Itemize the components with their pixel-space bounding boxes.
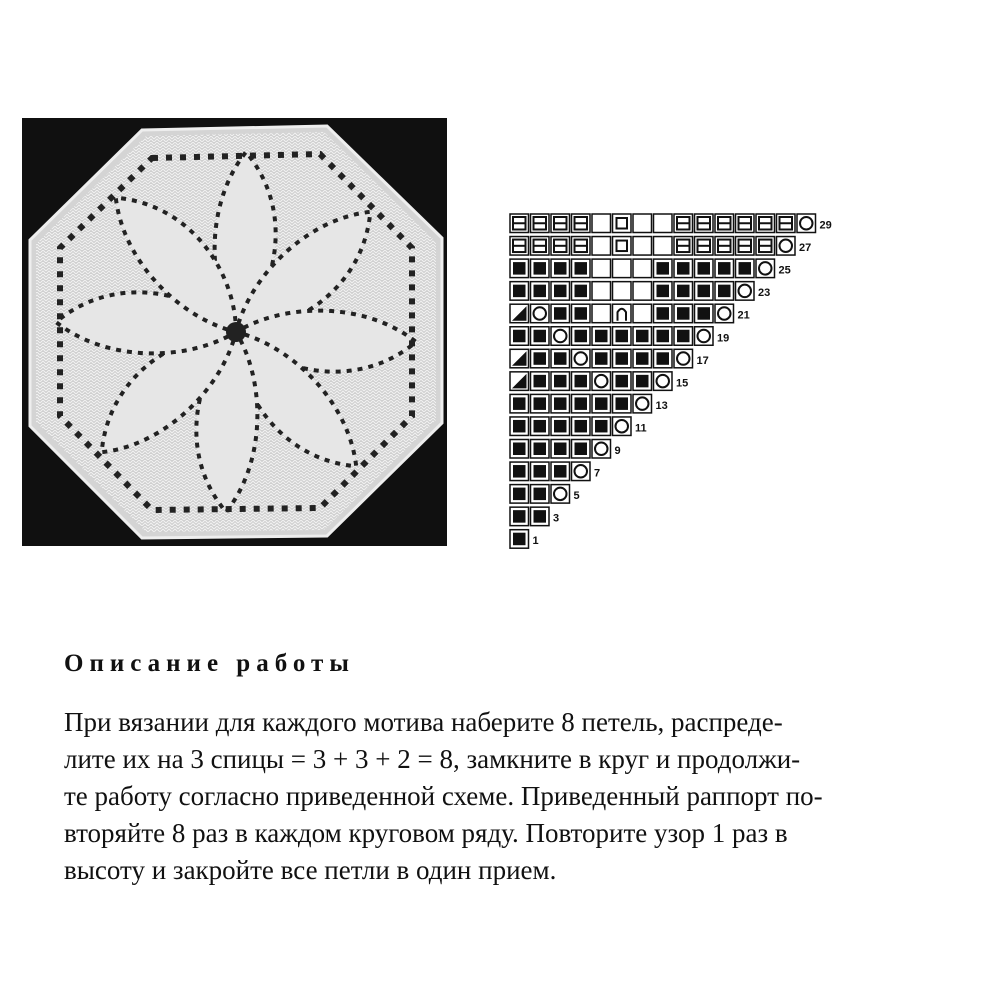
knit-stitch-symbol (657, 352, 670, 365)
chart-cell (613, 304, 632, 323)
instruction-line: высоту и закройте все петли в один прием. (64, 855, 557, 885)
knitted-motif-photo (22, 118, 447, 546)
chart-cell (613, 237, 632, 256)
knit-stitch-symbol (554, 352, 567, 365)
row-number-label: 5 (573, 490, 580, 503)
chart-cell (654, 237, 673, 256)
knit-stitch-symbol (616, 352, 629, 365)
knit-stitch-symbol (534, 443, 547, 456)
row-number-label: 21 (737, 309, 750, 322)
knit-stitch-symbol (513, 510, 526, 523)
knit-stitch-symbol (657, 307, 670, 320)
knit-stitch-symbol (698, 307, 711, 320)
knit-stitch-symbol (534, 352, 547, 365)
instruction-line: вторяйте 8 раз в каждом круговом ряду. Повторите узор 1 раз в (64, 818, 788, 848)
row-number-label: 9 (614, 445, 621, 457)
knit-stitch-symbol (657, 285, 670, 298)
knit-stitch-symbol (534, 330, 547, 343)
chart-cell (592, 214, 611, 233)
knit-stitch-symbol (698, 285, 711, 298)
chart-cell (592, 259, 611, 278)
knit-stitch-symbol (595, 330, 608, 343)
knit-stitch-symbol (554, 262, 567, 275)
knit-stitch-symbol (554, 285, 567, 298)
row-number-label: 7 (594, 467, 601, 480)
chart-cell (592, 304, 611, 323)
section-heading: Описание работы (64, 650, 355, 677)
knit-stitch-symbol (554, 307, 567, 320)
knit-stitch-symbol (575, 420, 588, 433)
knit-stitch-symbol (575, 262, 588, 275)
knit-stitch-symbol (575, 285, 588, 298)
row-number-label: 15 (676, 377, 689, 390)
knit-stitch-symbol (677, 330, 690, 343)
center-hole (226, 322, 246, 342)
knit-stitch-symbol (513, 330, 526, 343)
knit-stitch-symbol (575, 397, 588, 410)
knit-stitch-symbol (616, 330, 629, 343)
knit-stitch-symbol (513, 465, 526, 478)
chart-cell (633, 282, 652, 301)
knit-stitch-symbol (534, 510, 547, 523)
row-number-label: 29 (819, 219, 832, 232)
row-number-label: 19 (717, 332, 730, 345)
knit-stitch-symbol (595, 352, 608, 365)
chart-cell (654, 214, 673, 233)
row-number-label: 27 (799, 242, 812, 255)
instructions-paragraph (64, 704, 976, 889)
instruction-line: При вязании для каждого мотива наберите 8 петель, распреде- (64, 707, 783, 737)
knit-stitch-symbol (575, 307, 588, 320)
knit-stitch-symbol (739, 262, 752, 275)
knit-stitch-symbol (657, 262, 670, 275)
knit-stitch-symbol (513, 397, 526, 410)
row-number-label: 23 (758, 287, 771, 300)
stitch-chart-grid (498, 206, 858, 551)
knit-stitch-symbol (677, 285, 690, 298)
knit-stitch-symbol (595, 420, 608, 433)
knit-stitch-symbol (534, 397, 547, 410)
chart-cell (613, 214, 632, 233)
row-number-label: 17 (696, 354, 709, 367)
knit-stitch-symbol (718, 285, 731, 298)
knit-stitch-symbol (554, 443, 567, 456)
chart-cell (633, 237, 652, 256)
knit-stitch-symbol (595, 397, 608, 410)
knit-stitch-symbol (575, 330, 588, 343)
knit-stitch-symbol (636, 352, 649, 365)
knit-stitch-symbol (513, 262, 526, 275)
octagon-motif-image (22, 118, 447, 546)
knit-stitch-symbol (534, 375, 547, 388)
knit-stitch-symbol (616, 375, 629, 388)
knit-stitch-symbol (534, 488, 547, 501)
chart-cell (633, 259, 652, 278)
knit-stitch-symbol (534, 262, 547, 275)
row-number-label: 25 (778, 264, 791, 277)
knit-stitch-symbol (677, 262, 690, 275)
chart-cell (592, 237, 611, 256)
knit-stitch-symbol (513, 443, 526, 456)
chart-cell (613, 259, 632, 278)
row-number-label: 3 (553, 512, 560, 525)
chart-cell (613, 282, 632, 301)
row-number-label: 13 (655, 399, 668, 412)
knit-stitch-symbol (554, 397, 567, 410)
knit-stitch-symbol (513, 285, 526, 298)
knit-stitch-symbol (616, 397, 629, 410)
chart-cell (592, 282, 611, 301)
knit-stitch-symbol (575, 443, 588, 456)
instruction-line: те работу согласно приведенной схеме. Приведенный раппорт по- (64, 781, 823, 811)
knit-stitch-symbol (718, 262, 731, 275)
knitting-chart (498, 206, 858, 551)
knit-stitch-symbol (575, 375, 588, 388)
chart-cell (633, 214, 652, 233)
chart-cell (633, 304, 652, 323)
knit-stitch-symbol (513, 533, 526, 546)
knit-stitch-symbol (657, 330, 670, 343)
knit-stitch-symbol (554, 420, 567, 433)
knit-stitch-symbol (636, 330, 649, 343)
knit-stitch-symbol (636, 375, 649, 388)
knit-stitch-symbol (554, 465, 567, 478)
knit-stitch-symbol (534, 420, 547, 433)
knit-stitch-symbol (554, 375, 567, 388)
knit-stitch-symbol (677, 307, 690, 320)
row-number-label: 11 (635, 422, 647, 435)
row-number-label: 1 (532, 535, 539, 548)
knit-stitch-symbol (513, 420, 526, 433)
knit-stitch-symbol (534, 465, 547, 478)
knit-stitch-symbol (698, 262, 711, 275)
knit-stitch-symbol (513, 488, 526, 501)
instruction-line: лите их на 3 спицы = 3 + 3 + 2 = 8, замкните в круг и продолжи- (64, 744, 801, 774)
knit-stitch-symbol (534, 285, 547, 298)
